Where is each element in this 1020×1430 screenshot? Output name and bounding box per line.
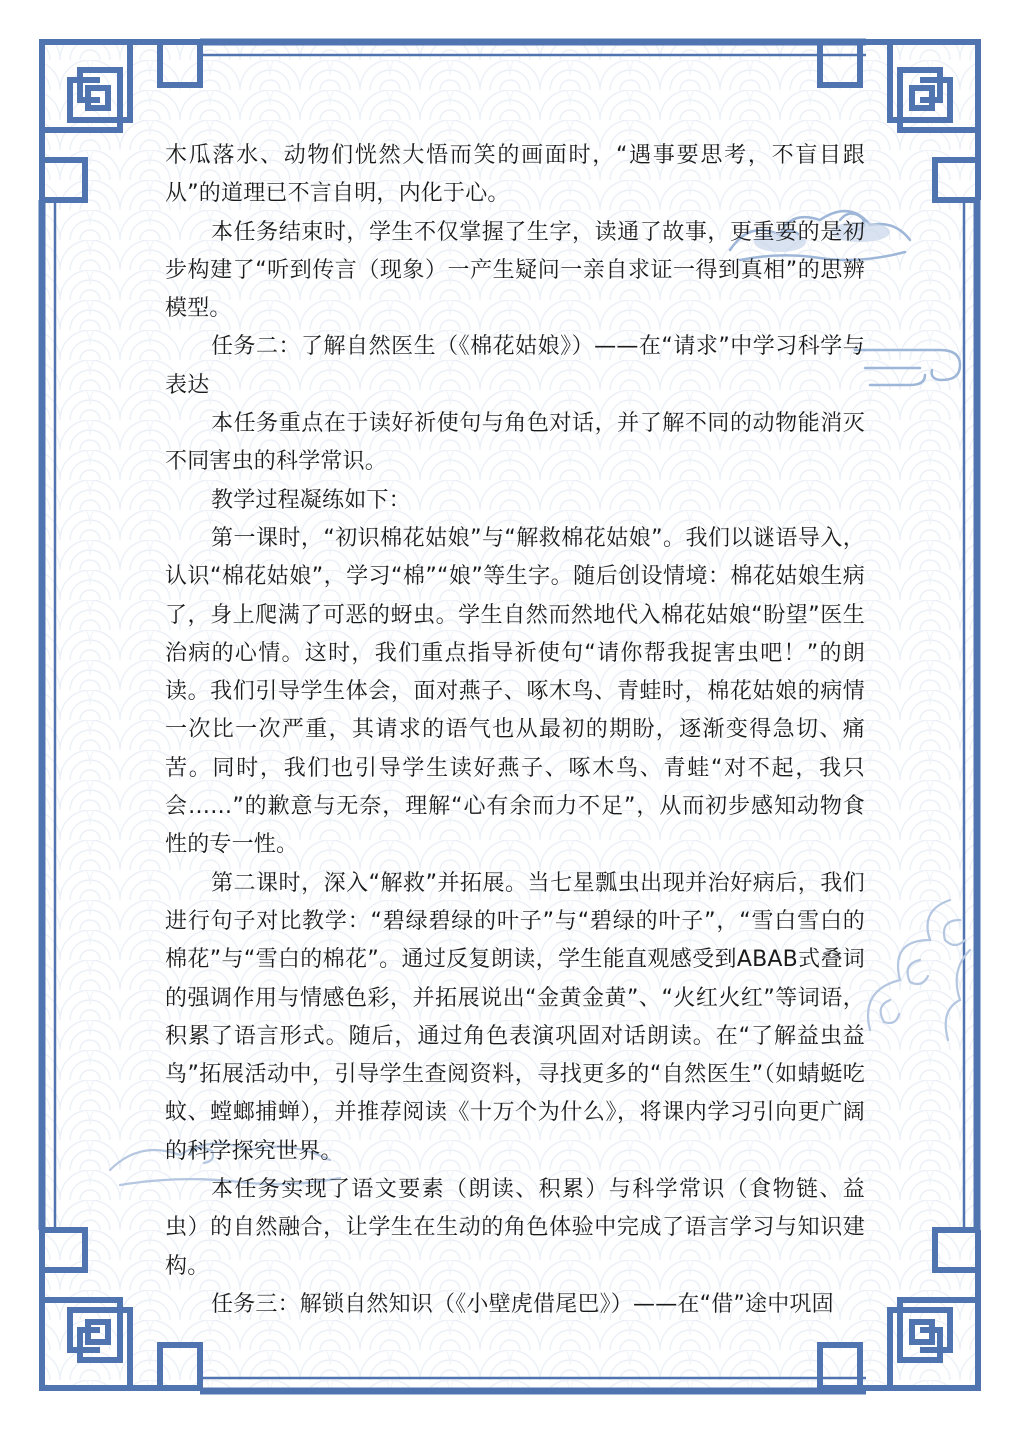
paragraph-process-intro: 教学过程凝练如下：: [211, 487, 411, 513]
heading-task2: 任务二：了解自然医生（《棉花姑娘》）——在“请求”中学习科学与表达: [165, 334, 865, 398]
paragraph-task2-focus: 本任务重点在于读好祈使句与角色对话，并了解不同的动物能消灭不同害虫的科学常识。: [165, 411, 865, 475]
paragraph-task2-summary: 本任务实现了语文要素（朗读、积累）与科学常识（食物链、益虫）的自然融合，让学生在生动的角色体验中完成了语言学习与知识建构。: [165, 1177, 865, 1279]
heading-task3: 任务三：解锁自然知识（《小壁虎借尾巴》）——在“借”途中巩固: [211, 1291, 834, 1317]
paragraph-task1-summary: 本任务结束时，学生不仅掌握了生字，读通了故事，更重要的是初步构建了“听到传言（现象）一产生疑问一亲自求证一得到真相”的思辨模型。: [165, 219, 865, 322]
paragraph-continuation: 木瓜落水、动物们恍然大悟而笑的画面时，“遇事要思考，不盲目跟从”的道理已不言自明，内化于心。: [165, 143, 865, 207]
cloud-decoration-right: [850, 330, 980, 400]
document-body: [165, 137, 865, 1324]
paragraph-lesson2: 第二课时，深入“解救”并拓展。当七星瓢虫出现并治好病后，我们进行句子对比教学：“碧绿碧绿的叶子”与“碧绿的叶子”，“雪白雪白的棉花”与“雪白的棉花”。通过反复朗读，学生能直观感受到ABAB式叠词的强调作用与情感色彩，并拓展说出“金黄金黄”、“火红火红”等词语，积累了语言形式。随后，通过角色表演巩固对话朗读。在“了解益虫益鸟”拓展活动中，引导学生查阅资料，寻找更多的“自然医生”（如蜻蜓吃蚊、螳螂捕蝉），并推荐阅读《十万个为什么》，将课内学习引向更广阔的科学探究世界。: [165, 870, 865, 1164]
paragraph-lesson1: 第一课时，“初识棉花姑娘”与“解救棉花姑娘”。我们以谜语导入，认识“棉花姑娘”，学习“棉”“娘”等生字。随后创设情境：棉花姑娘生病了，身上爬满了可恶的蚜虫。学生自然而然地代入棉花姑娘“盼望”医生治病的心情。这时，我们重点指导祈使句“请你帮我捉害虫吧！”的朗读。我们引导学生体会，面对燕子、啄木鸟、青蛙时，棉花姑娘的病情一次比一次严重，其请求的语气也从最初的期盼，逐渐变得急切、痛苦。同时，我们也引导学生读好燕子、啄木鸟、青蛙“对不起，我只会……”的歉意与无奈，理解“心有余而力不足”，从而初步感知动物食性的专一性。: [165, 525, 865, 858]
